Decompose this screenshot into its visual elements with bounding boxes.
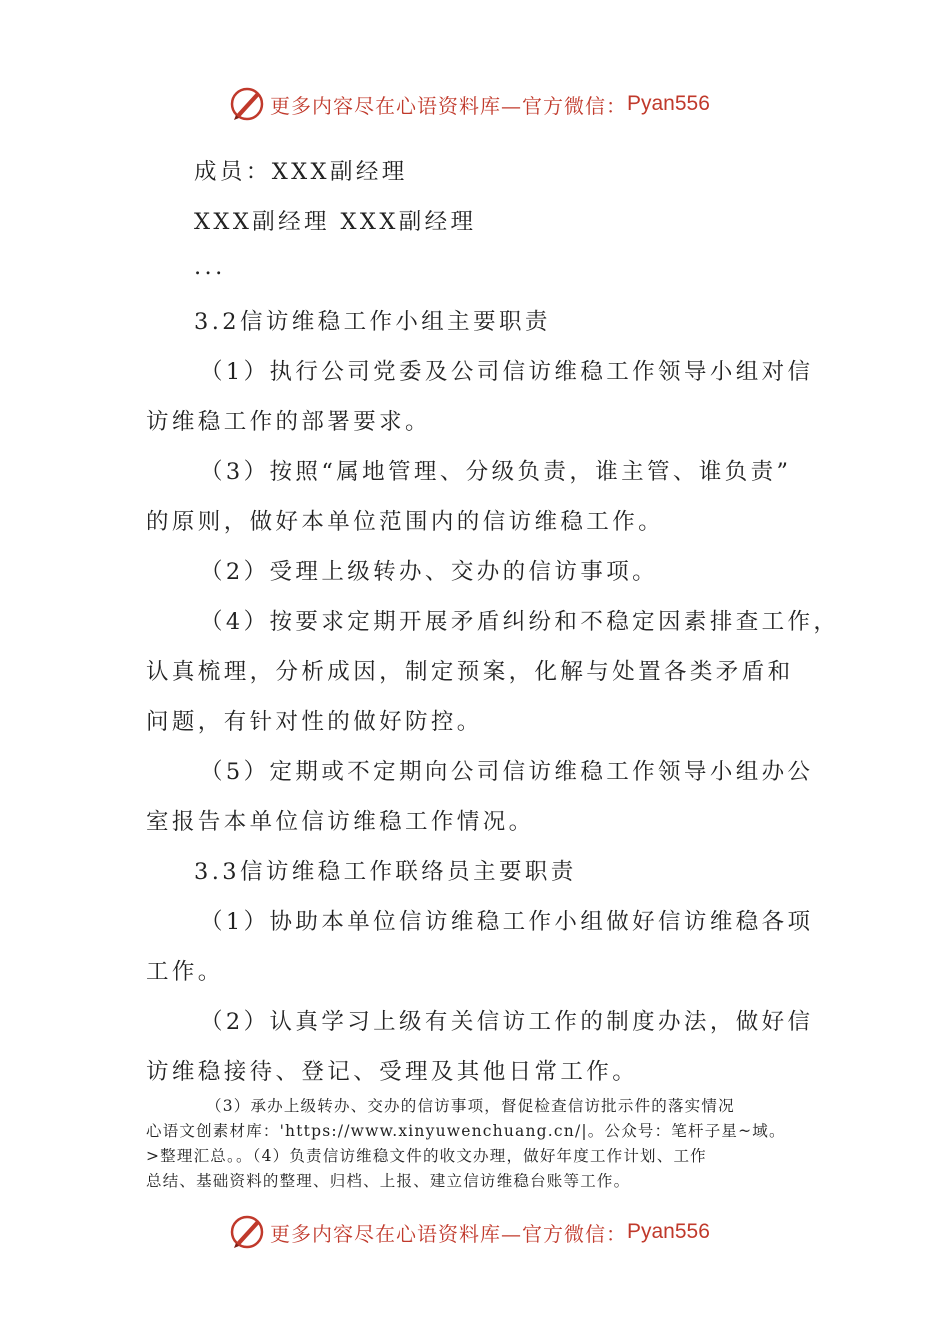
banner-text: 更多内容尽在心语资料库—官方微信： xyxy=(270,1221,627,1246)
body-line: 访维稳工作的部署要求。 xyxy=(146,409,431,435)
section-heading: 3.2信访维稳工作小组主要职责 xyxy=(194,309,551,335)
body-line: 认真梳理，分析成因，制定预案，化解与处置各类矛盾和 xyxy=(146,659,794,685)
footnote-line: >整理汇总。。（4）负责信访维稳文件的收文办理，做好年度工作计划、工作 xyxy=(146,1147,707,1165)
body-line: （1）执行公司党委及公司信访维稳工作领导小组对信 xyxy=(200,359,814,385)
banner-wechat-id: Pyan556 xyxy=(627,1220,710,1243)
footnote-line: （3）承办上级转办、交办的信访事项，督促检查信访批示件的落实情况 xyxy=(206,1097,735,1115)
header-banner xyxy=(228,84,748,124)
pen-logo-icon xyxy=(228,1213,266,1251)
section-heading: 3.3信访维稳工作联络员主要职责 xyxy=(194,859,577,885)
body-line: （3）按照“属地管理、分级负责，谁主管、谁负责” xyxy=(200,459,792,485)
body-line: （2）认真学习上级有关信访工作的制度办法，做好信 xyxy=(200,1009,814,1035)
body-line: （4）按要求定期开展矛盾纠纷和不稳定因素排查工作， xyxy=(200,609,840,635)
banner-wechat-id: Pyan556 xyxy=(627,92,710,115)
banner-text: 更多内容尽在心语资料库—官方微信： xyxy=(270,93,627,118)
body-line: （1）协助本单位信访维稳工作小组做好信访维稳各项 xyxy=(200,909,814,935)
body-line: XXX副经理 XXX副经理 xyxy=(194,209,477,235)
body-line: ... xyxy=(194,254,226,280)
body-line: 访维稳接待、登记、受理及其他日常工作。 xyxy=(146,1059,639,1085)
body-line: 工作。 xyxy=(146,959,224,985)
footnote-line: 总结、基础资料的整理、归档、上报、建立信访维稳台账等工作。 xyxy=(146,1172,631,1190)
body-line: 问题，有针对性的做好防控。 xyxy=(146,709,483,735)
body-line: （5）定期或不定期向公司信访维稳工作领导小组办公 xyxy=(200,759,814,785)
body-line: （2）受理上级转办、交办的信访事项。 xyxy=(200,559,659,585)
body-line: 成员：XXX副经理 xyxy=(194,159,408,185)
footnote-line: 心语文创素材库：'https://www.xinyuwenchuang.cn/|。公众号：笔杆子星~域。 xyxy=(146,1122,786,1140)
body-line: 室报告本单位信访维稳工作情况。 xyxy=(146,809,535,835)
body-line: 的原则，做好本单位范围内的信访维稳工作。 xyxy=(146,509,665,535)
footer-banner xyxy=(228,1212,748,1252)
pen-logo-icon xyxy=(228,85,266,123)
